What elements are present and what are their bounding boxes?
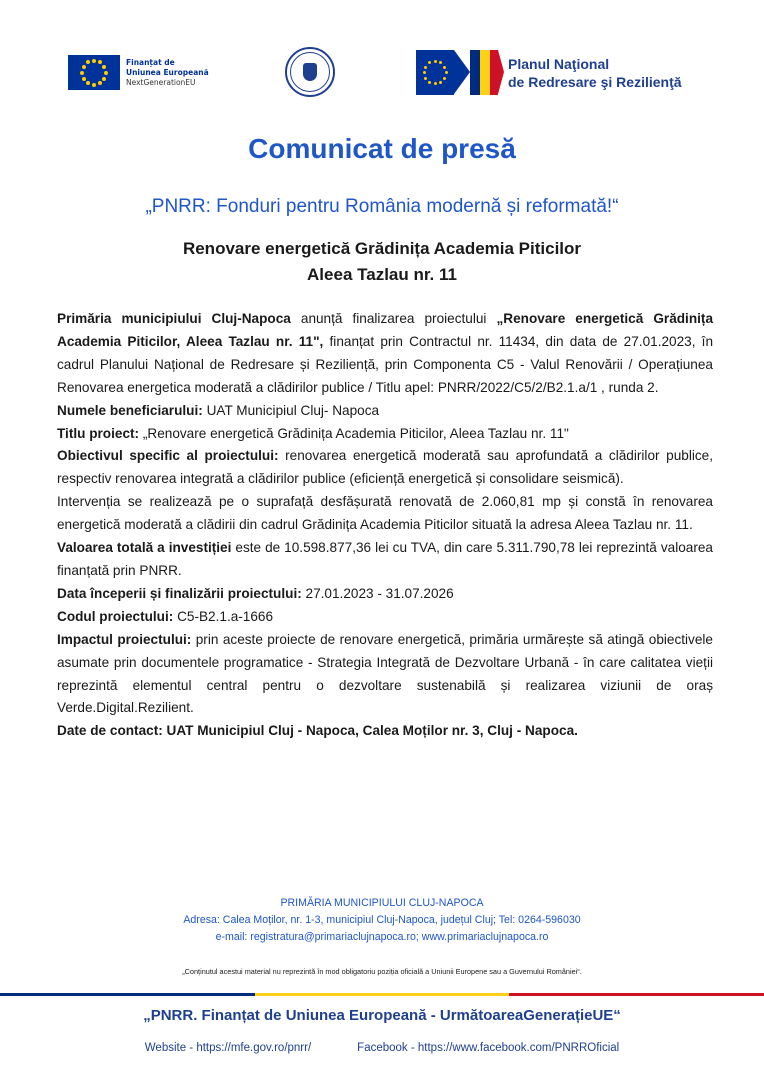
star-icon xyxy=(98,81,102,85)
objective-label: Obiectivul specific al proiectului: xyxy=(57,448,279,464)
project-title-line xyxy=(57,423,713,446)
pnrr-logo xyxy=(416,50,682,95)
pnrr-logo-line2: de Redresare şi Rezilienţă xyxy=(508,73,682,90)
star-icon xyxy=(428,61,431,64)
star-icon xyxy=(424,77,427,80)
impact-value: prin aceste proiecte de renovare energetică, primăria urmărește să atingă obiectivele asumate prin documentele programatice - Strategia Integrată de Dezvoltare Urbană - în care calitatea vieții reprezintă elementul central pentru o dezvoltare sustenabilă și realizarea viziunii de oraș Verde.Digital.Rezilient. xyxy=(57,631,713,716)
intro-paragraph xyxy=(57,308,713,400)
star-icon xyxy=(443,77,446,80)
tricolor-divider xyxy=(0,993,764,996)
eu-logo-line1: Finanțat de xyxy=(126,57,175,67)
eu-flag-small-icon xyxy=(416,50,454,95)
beneficiary-label: Numele beneficiarului: xyxy=(57,402,203,418)
star-icon xyxy=(423,71,426,74)
eu-flag-icon xyxy=(68,55,120,90)
contact-text: Date de contact: UAT Municipiul Cluj - Napoca, Calea Moților nr. 3, Cluj - Napoca. xyxy=(57,723,578,739)
star-icon xyxy=(439,61,442,64)
impact-paragraph xyxy=(57,629,713,721)
star-icon xyxy=(92,83,96,87)
star-icon xyxy=(86,81,90,85)
star-icon xyxy=(434,60,437,63)
star-icon xyxy=(445,71,448,74)
star-icon xyxy=(86,60,90,64)
project-title xyxy=(0,236,764,288)
intro-bold-2: „Renovare energetică Grădinița Academia Piticilor, Aleea Tazlau nr. 11", xyxy=(57,311,713,349)
pnrr-logo-text xyxy=(508,55,682,91)
star-icon xyxy=(92,59,96,63)
footer-contact xyxy=(0,895,764,946)
impact-label: Impactul proiectului: xyxy=(57,631,192,647)
star-icon xyxy=(98,60,102,64)
footer-links xyxy=(0,1042,764,1054)
code-line xyxy=(57,606,713,629)
footer-address: Adresa: Calea Moților, nr. 1-3, municipiul Cluj-Napoca, județul Cluj; Tel: 0264-596030 xyxy=(183,914,581,926)
star-icon xyxy=(102,65,106,69)
intro-text-2: finanțat prin Contractul nr. 11434, din data de 27.01.2023, în cadrul Planului Național de Redresare și Reziliență, prin Componenta C5 - Valul Renovării / Operațiunea Renovarea energetica moderată a clădirilor publice / Titlu apel: PNRR/2022/C5/2/B2.1.a/1 , runda 2. xyxy=(57,333,714,395)
eu-logo-line2: Uniunea Europeană xyxy=(126,67,209,77)
investment-label: Valoarea totală a investiției xyxy=(57,540,232,556)
star-icon xyxy=(82,65,86,69)
star-icon xyxy=(434,82,437,85)
star-icon xyxy=(102,77,106,81)
dates-label: Data începerii și finalizării proiectului: xyxy=(57,585,302,601)
intro-text-1: anunță finalizarea proiectului xyxy=(290,311,497,326)
investment-paragraph xyxy=(57,537,713,583)
star-icon xyxy=(80,71,84,75)
government-seal-icon xyxy=(285,47,335,97)
project-title-line1: Renovare energetică Grădinița Academia Piticilor xyxy=(182,239,582,258)
beneficiary-value: UAT Municipiul Cluj- Napoca xyxy=(202,402,380,418)
footer-org: PRIMĂRIA MUNICIPIULUI CLUJ-NAPOCA xyxy=(280,897,484,909)
project-title-line2: Aleea Tazlau nr. 11 xyxy=(307,265,457,284)
project-title-value: „Renovare energetică Grădinița Academia Piticilor, Aleea Tazlau nr. 11" xyxy=(139,425,569,441)
pnrr-logo-line1: Planul Naţional xyxy=(508,55,610,72)
intervention-paragraph: Intervenția se realizează pe o suprafață desfășurată renovată de 2.060,81 mp și constă în renovarea energetică moderată a clădirii din cadrul Grădinița Academia Piticilor situată la adresa Aleea Tazlau nr. 11. xyxy=(57,494,713,533)
press-release-body xyxy=(57,308,713,743)
beneficiary-line xyxy=(57,400,713,423)
page-subtitle: „PNRR: Fonduri pentru România modernă și reformată!“ xyxy=(145,196,619,217)
code-value: C5-B2.1.a-1666 xyxy=(173,608,274,624)
dates-value: 27.01.2023 - 31.07.2026 xyxy=(301,585,454,601)
page-title: Comunicat de presă xyxy=(248,133,516,164)
investment-value: este de 10.598.877,36 lei cu TVA, din care 5.311.790,78 lei reprezintă valoarea finanțată prin PNRR. xyxy=(57,540,713,578)
code-label: Codul proiectului: xyxy=(57,608,174,624)
eu-logo xyxy=(68,55,209,90)
website-link[interactable]: Website - https://mfe.gov.ro/pnrr/ xyxy=(144,1042,312,1054)
pnrr-arrow-icon xyxy=(416,50,502,95)
star-icon xyxy=(439,81,442,84)
objective-value: renovarea energetică moderată sau aprofundată a clădirilor publice, respectiv renovarea integrată a clădirilor publice (eficiență energetică și consolidare seismică). xyxy=(57,448,713,487)
crest-icon xyxy=(303,63,317,81)
star-icon xyxy=(428,81,431,84)
footer-email[interactable]: e-mail: registratura@primariaclujnapoca.ro; www.primariaclujnapoca.ro xyxy=(215,931,549,943)
objective-paragraph xyxy=(57,445,713,491)
facebook-link[interactable]: Facebook - https://www.facebook.com/PNRROficial xyxy=(357,1042,620,1054)
star-icon xyxy=(424,66,427,69)
intro-bold-1: Primăria municipiului Cluj-Napoca xyxy=(57,311,291,326)
contact-line xyxy=(57,720,713,743)
star-icon xyxy=(104,71,108,75)
header xyxy=(0,0,764,110)
footer-slogan: „PNRR. Finanțat de Uniunea Europeană - UrmătoareaGenerațieUE“ xyxy=(143,1007,621,1024)
eu-logo-text xyxy=(126,58,209,88)
dates-line xyxy=(57,583,713,606)
star-icon xyxy=(82,77,86,81)
star-icon xyxy=(443,66,446,69)
project-title-label: Titlu proiect: xyxy=(57,425,140,441)
disclaimer: „Conținutul acestui material nu reprezintă în mod obligatoriu poziția oficială a Uniunii Europene sau a Guvernului României“. xyxy=(182,967,582,976)
eu-logo-line3: NextGenerationEU xyxy=(126,77,196,87)
